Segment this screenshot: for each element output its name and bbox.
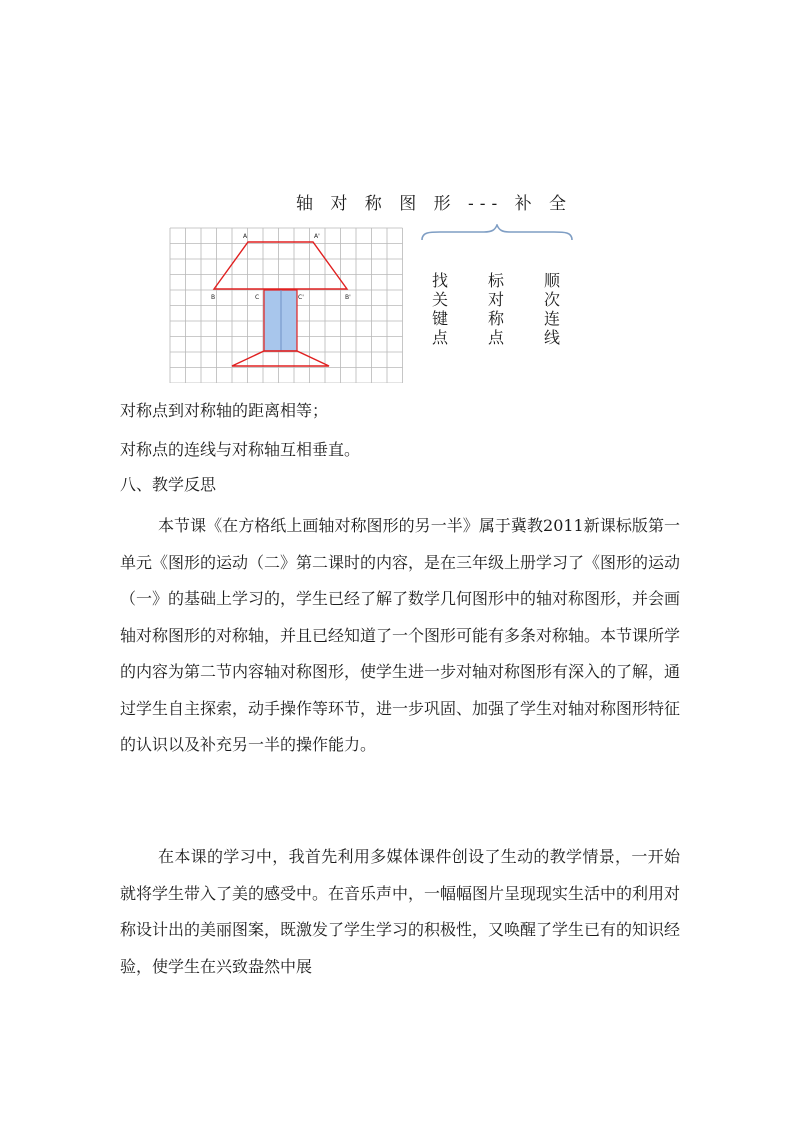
step-mark-symmetric-points <box>486 271 506 347</box>
step-find-key-points <box>430 271 450 347</box>
step-char: 标 <box>487 271 504 290</box>
point-label-c: C <box>255 294 260 301</box>
step-char: 顺 <box>543 271 560 290</box>
note-perpendicular: 对称点的连线与对称轴互相垂直。 <box>120 440 361 459</box>
point-label-a: A <box>243 233 248 240</box>
step-char: 次 <box>543 290 560 309</box>
grid-diagram <box>166 226 412 383</box>
step-char: 称 <box>487 309 504 328</box>
step-char: 键 <box>431 309 448 328</box>
point-label-c-prime: C' <box>298 294 304 301</box>
step-char: 找 <box>431 271 448 290</box>
section-heading: 八、教学反思 <box>120 475 217 494</box>
trapezoid-base <box>232 351 329 366</box>
step-connect-in-order <box>542 271 562 347</box>
trapezoid-top <box>214 242 347 289</box>
point-label-b: B <box>211 294 216 301</box>
step-char: 点 <box>431 328 448 347</box>
point-label-b-prime: B' <box>345 294 351 301</box>
figure-title: 轴 对 称 图 形 --- 补 全 <box>296 194 573 214</box>
point-label-a-prime: A' <box>314 233 320 240</box>
step-char: 连 <box>543 309 560 328</box>
step-char: 线 <box>543 328 560 347</box>
step-char: 点 <box>487 328 504 347</box>
note-equal-distance: 对称点到对称轴的距离相等； <box>120 401 329 420</box>
step-char: 对 <box>487 290 504 309</box>
curly-brace <box>420 224 576 246</box>
step-char: 关 <box>431 290 448 309</box>
reflection-paragraph-2: 在本课的学习中，我首先利用多媒体课件创设了生动的教学情景，一开始就将学生带入了美的感受中。在音乐声中，一幅幅图片呈现现实生活中的利用对称设计出的美丽图案，既激发了学生学习的积极性，又唤醒了学生已有的知识经验，使学生在兴致盎然中展 <box>120 847 681 976</box>
reflection-paragraph-1: 本节课《在方格纸上画轴对称图形的另一半》属于冀教2011新课标版第一单元《图形的运动（二》第二课时的内容，是在三年级上册学习了《图形的运动（一》的基础上学习的，学生已经了解了数学几何图形中的轴对称图形，并会画轴对称图形的对称轴，并且已经知道了一个图形可能有多条对称轴。本节课所学的内容为第二节内容轴对称图形，使学生进一步对轴对称图形有深入的了解，通过学生自主探索，动手操作等环节，进一步巩固、加强了学生对轴对称图形特征的认识以及补充另一半的操作能力。 <box>120 516 681 754</box>
